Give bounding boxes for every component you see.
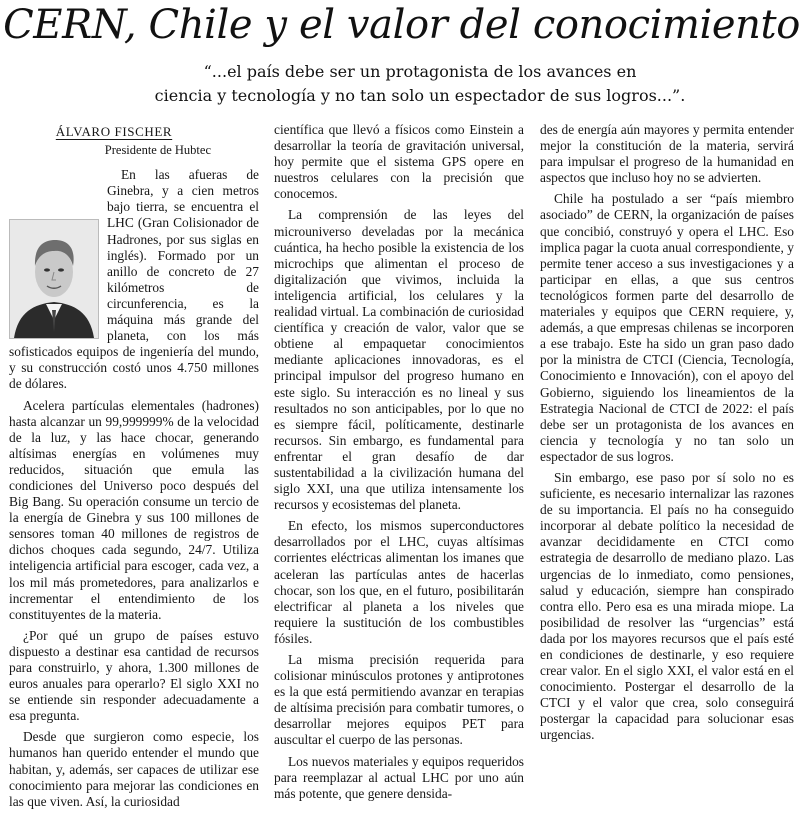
paragraph-text: Los nuevos materiales y equipos requeridos para reemplazar al actual LHC por uno aún más potente, que genere densida- (274, 753, 524, 801)
article-column-1 (9, 124, 259, 815)
article-column-3 (540, 122, 794, 749)
article-paragraph (9, 628, 259, 725)
paragraph-text: Chile ha postulado a ser “país miembro asociado” de CERN, la organización de países que concibió, construyó y opera el LHC. Eso implica pagar la cuota anual correspondiente, y permite tener acceso a sus investigaciones y a participar en ellas, a que sus centros tecnológicos formen parte del desarrollo de materiales y equipos que CERN requiere, y, además, a que empresas chilenas se incorporen a ese trabajo. Este ha sido un gran paso dado por la ministra de CTCI (Ciencia, Tecnología, Conocimiento e Innovación), con el apoyo del Gobierno, siguiendo los lineamientos de la Estrategia Nacional de CTCI de 2022: el país debe ser un protagonista de los avances en ciencia y tecnología y no tan solo un espectador de sus logros. (540, 191, 794, 464)
paragraph-text: científica que llevó a físicos como Einstein a desarrollar la teoría de gravitación universal, hoy permite que el sistema GPS opere en nuestros celulares con la precisión que conocemos. (274, 122, 524, 202)
paragraph-text: En efecto, los mismos superconductores desarrollados por el LHC, cuyas altísimas corrientes eléctricas alimentan los imanes que aceleran las partículas antes de hacerlas chocar, son los que, en el futuro, posibilitarán electrificar al planeta a los niveles que requiere la sustitución de los combustibles fósiles. (274, 518, 524, 646)
article-paragraph (540, 470, 794, 744)
article-paragraph (540, 191, 794, 465)
article-paragraph (9, 167, 259, 392)
paragraph-text: La comprensión de las leyes del microuniverso develadas por la mecánica cuántica, ha hecho posible la existencia de los microchips que alimentan el proceso de digitalización que vivimos, incluida la inteligencia artificial, los celulares y la realidad virtual. La combinación de curiosidad científica y creación de valor, valor que se obtiene al empaquetar conocimientos mediante aplicaciones innovadoras, es el principal impulsor del progreso humano en este siglo. Su interacción es no lineal y sus resultados no son anticipables, por lo que no es siempre fácil, políticamente, destinarle recursos. Sin embargo, es fundamental para enfrentar el gran desafío de dar sustentabilidad a la civilización humana del siglo XXI, una que utiliza intensamente los recursos y ecosistemas del planeta. (274, 207, 524, 513)
portrait-icon (10, 220, 98, 338)
paragraph-text: des de energía aún mayores y permita entender mejor la constitución de la materia, servirá para impulsar el progreso de la humanidad en aspectos que incluso hoy no se advierten. (540, 122, 794, 186)
article-paragraph (9, 729, 259, 809)
article-paragraph (274, 652, 524, 749)
article-paragraph (274, 122, 524, 202)
author-role: Presidente de Hubtec (104, 143, 211, 158)
paragraph-text: La misma precisión requerida para colisionar minúsculos protones y antiprotones es la que está permitiendo avanzar en terapias de altísima precisión para combatir tumores, o desarrollar mejores equipos PET para auscultar el cuerpo de las personas. (274, 652, 524, 748)
pull-quote (110, 60, 730, 108)
article-paragraph (274, 754, 524, 802)
article-paragraph (274, 207, 524, 513)
paragraph-text: Sin embargo, ese paso por sí solo no es suficiente, es necesario internalizar las razones de su importancia. El país no ha conseguido incorporar al debate político la necesidad de avanzar decididamente en CTCI como estrategia de desarrollo de mediano plazo. Las urgencias de lo inmediato, como pensiones, salud y educación, siempre han conspirado contra ello. Pero esa es una mirada miope. La posibilidad de resolver las “urgencias” está dada por los mayores recursos que el país esté en condiciones de destinarle, y eso requiere crear valor. En el siglo XXI, el valor está en el conocimiento. Postergar el desarrollo de la CTCI y el valor que crea, solo conseguirá postergar la capacidad para solucionar esas urgencias. (540, 469, 794, 743)
paragraph-text: Acelera partículas elementales (hadrones) hasta alcanzar un 99,999999% de la velocidad de la luz, y las hace chocar, generando altísimas energías en volúmenes muy reducidos, situación que emula las condiciones del Universo poco después del Big Bang. Su operación consume un tercio de la energía de Ginebra y sus 100 millones de sensores toman 40 millones de registros de dichos choques cada segundo, 24/7. Utiliza inteligencia artificial para escoger, cada vez, a los mil más prometedores, para analizarlos e incrementar el entendimiento de los constituyentes de la materia. (9, 397, 259, 622)
paragraph-text: Desde que surgieron como especie, los humanos han querido entender el mundo que habitan, y, además, ser capaces de utilizar ese conocimiento para mejorar las condiciones en las que viven. Así, la curiosidad (9, 729, 259, 809)
author-photo (9, 219, 99, 339)
article-paragraph (540, 122, 794, 186)
headline: CERN, Chile y el valor del conocimiento (3, 2, 800, 48)
article-column-2 (274, 122, 524, 807)
pull-quote-line-2: ciencia y tecnología y no tan solo un espectador de sus logros...”. (154, 86, 686, 105)
paragraph-text: ¿Por qué un grupo de países estuvo dispuesto a destinar esa cantidad de recursos para construirlo, y ahora, 1.300 millones de euros anuales para operarlo? El siglo XXI no se entiende sin responder adecuadamente a esa pregunta. (9, 627, 259, 724)
article-paragraph (274, 518, 524, 647)
article-paragraph (9, 398, 259, 623)
author-name: ÁLVARO FISCHER (55, 124, 173, 139)
paragraph-text: En las afueras de Ginebra, y a cien metros bajo tierra, se encuentra el LHC (Gran Colisionador de Hadrones, por sus siglas en inglés). Formado por un anillo de concreto de 27 kilómetros de circunferencia, es la máquina más grande del planeta, con los más sofisticados equipos de ingeniería del mundo, y su construcción costó unos 4.750 millones de dólares. (9, 167, 259, 392)
pull-quote-line-1: “...el país debe ser un protagonista de los avances en (203, 62, 637, 81)
